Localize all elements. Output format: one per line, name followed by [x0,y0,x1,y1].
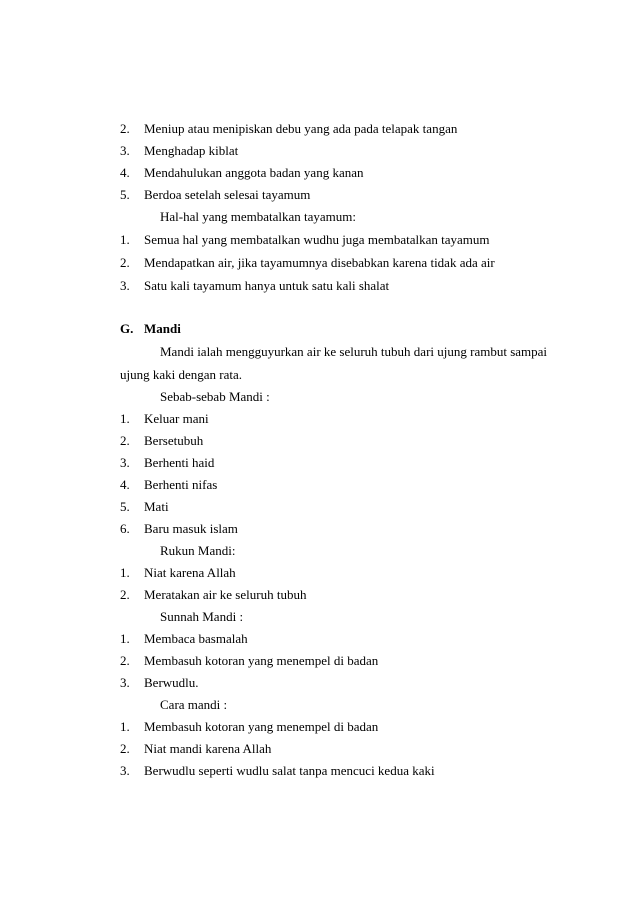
list-item [120,184,310,206]
list-text: Berwudlu. [144,675,199,690]
list-number: 2. [120,587,130,602]
subheading-rukun: Rukun Mandi: [160,543,236,558]
list-item [120,738,271,760]
list-item [120,452,214,474]
list-item [120,408,209,430]
list-item [120,628,248,650]
list-number: 3. [120,143,130,158]
list-text: Niat mandi karena Allah [144,741,272,756]
list-item [120,584,306,606]
section-heading-mandi [120,318,181,340]
list-item [120,162,363,184]
subheading-pembatal: Hal-hal yang membatalkan tayamum: [160,209,357,224]
list-number: 1. [120,232,130,247]
list-number: 1. [120,565,130,580]
list-number: 4. [120,477,130,492]
list-number: 2. [120,121,130,136]
subheading-sunnah: Sunnah Mandi : [160,609,244,624]
list-number: 2. [120,653,130,668]
list-number: 3. [120,675,130,690]
list-number: 4. [120,165,130,180]
list-number: 2. [120,433,130,448]
subheading-cara: Cara mandi : [160,697,228,712]
list-item [120,760,435,782]
list-text: Membasuh kotoran yang menempel di badan [144,653,379,668]
list-text: Berwudlu seperti wudlu salat tanpa mencuci kedua kaki [144,763,435,778]
list-number: 1. [120,719,130,734]
list-number: 6. [120,521,130,536]
list-text: Meniup atau menipiskan debu yang ada pada telapak tangan [144,121,458,136]
list-text: Mati [144,499,169,514]
list-number: 2. [120,255,130,270]
list-item [120,716,378,738]
list-text: Menghadap kiblat [144,143,239,158]
intro-paragraph-line1: Mandi ialah mengguyurkan air ke seluruh tubuh dari ujung rambut sampai [160,344,548,359]
list-number: 3. [120,455,130,470]
list-text: Membasuh kotoran yang menempel di badan [144,719,379,734]
list-number: 3. [120,763,130,778]
list-item [120,474,217,496]
list-text: Berhenti haid [144,455,215,470]
section-letter: G. [120,321,134,336]
list-text: Satu kali tayamum hanya untuk satu kali shalat [144,278,390,293]
subheading-sebab: Sebab-sebab Mandi : [160,389,270,404]
list-number: 5. [120,499,130,514]
list-text: Membaca basmalah [144,631,248,646]
list-item [120,430,203,452]
list-text: Berhenti nifas [144,477,218,492]
list-item [120,562,236,584]
list-item [120,650,378,672]
list-item [120,252,495,274]
intro-paragraph-line2: ujung kaki dengan rata. [120,367,243,382]
list-text: Niat karena Allah [144,565,236,580]
list-item [120,275,389,297]
list-text: Mendapatkan air, jika tayamumnya disebabkan karena tidak ada air [144,255,495,270]
list-number: 5. [120,187,130,202]
list-item [120,672,199,694]
list-text: Keluar mani [144,411,209,426]
list-item [120,496,169,518]
list-number: 1. [120,631,130,646]
list-text: Meratakan air ke seluruh tubuh [144,587,307,602]
list-item [120,518,238,540]
list-text: Berdoa setelah selesai tayamum [144,187,311,202]
list-text: Baru masuk islam [144,521,238,536]
list-number: 3. [120,278,130,293]
section-title: Mandi [144,321,181,336]
list-number: 1. [120,411,130,426]
list-item [120,140,238,162]
list-text: Semua hal yang membatalkan wudhu juga membatalkan tayamum [144,232,490,247]
list-text: Bersetubuh [144,433,204,448]
list-number: 2. [120,741,130,756]
list-item [120,118,457,140]
list-item [120,229,489,251]
list-text: Mendahulukan anggota badan yang kanan [144,165,364,180]
